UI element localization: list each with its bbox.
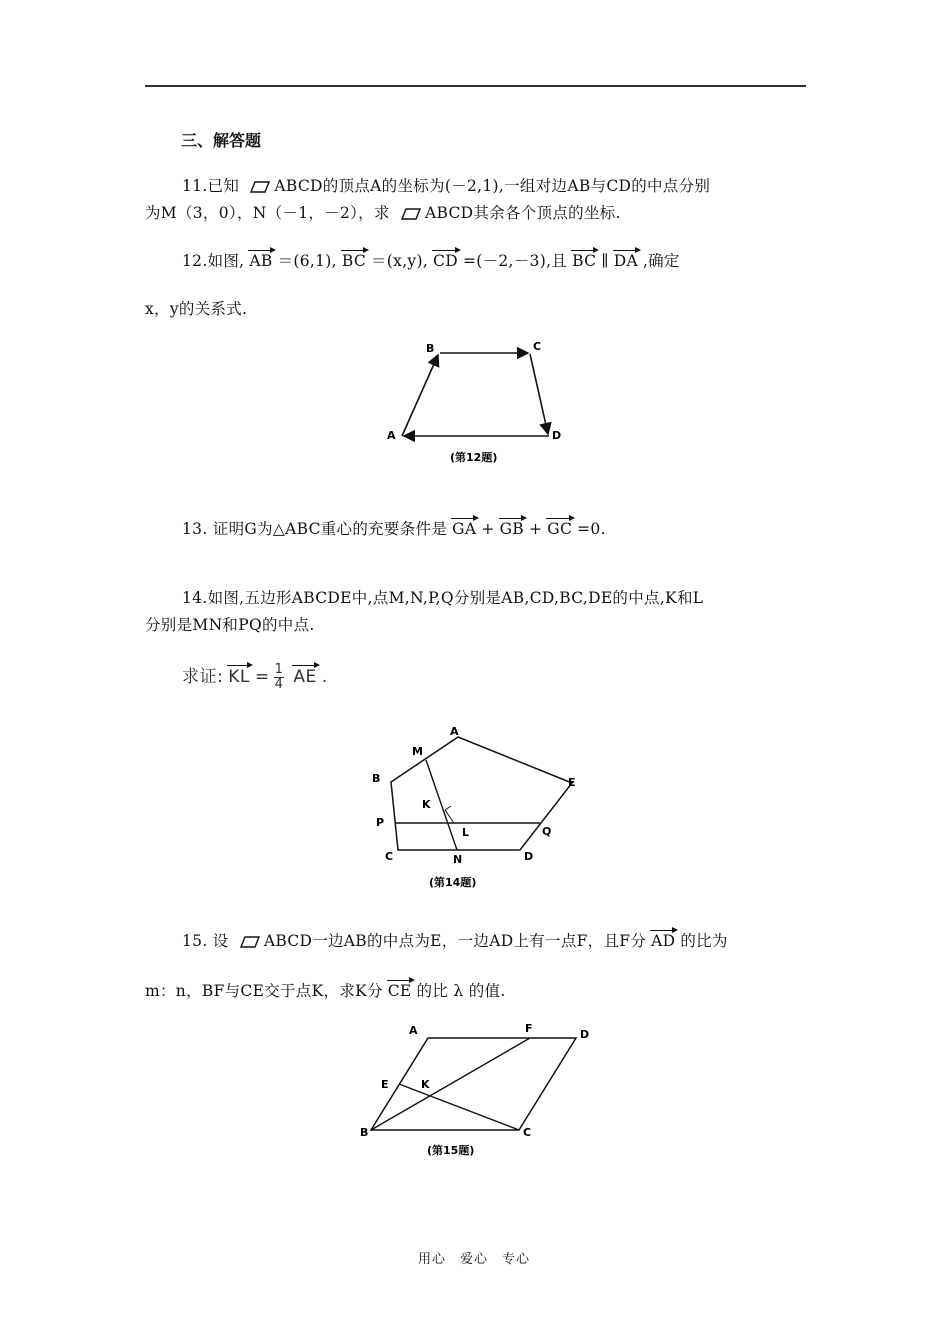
footer-text: 用心 [418,1252,447,1267]
label-b: B [426,342,435,355]
vector-ad: AD [651,932,676,950]
label-d: D [552,429,562,442]
vector-bc: BC [341,252,366,270]
segment-kl-tick [445,806,451,810]
parallelogram-icon [250,181,270,193]
vector-cd: CD [433,252,458,270]
label-k: K [422,798,431,811]
figure-15-parallelogram [352,1018,597,1163]
segment-bf [371,1038,530,1130]
section-heading: 三、解答题 [181,131,262,150]
label-c: C [523,1126,532,1139]
fraction-one-quarter: $\frac{1}{4}$ [274,661,284,692]
question-11-line-1: 11.已知 ABCD的顶点A的坐标为(－2,1),一组对边AB与CD的中点分别 [182,177,711,195]
header-rule [145,85,806,87]
question-12-line-2: x，y的关系式. [145,300,248,318]
label-e: E [381,1078,389,1091]
question-14-line-2: 分别是MN和PQ的中点. [145,616,315,634]
vector-gb: GB [499,520,524,538]
label-a: A [409,1024,418,1037]
question-11-line-2: 为M（3，0），N（－1，－2），求 ABCD其余各个顶点的坐标. [145,204,621,222]
parallelogram-icon [240,936,260,948]
vector-ab-segment [402,355,438,436]
footer-text: 专心 [502,1252,531,1267]
parallelogram-icon [401,208,421,220]
question-12-line-1: 12.如图, AB ＝(6,1), BC ＝(x,y), CD =(－2,－3),且 BC ∥ DA ,确定 [182,252,680,270]
footer-text: 爱心 [460,1252,489,1267]
figure-caption: (第12题) [450,451,498,464]
question-14-line-1: 14.如图,五边形ABCDE中,点M,N,P,Q分别是AB,CD,BC,DE的中点,K和L [182,589,704,607]
figure-caption: (第14题) [429,876,477,889]
vector-ga: GA [452,520,477,538]
label-e: E [568,776,576,789]
label-l: L [462,826,470,839]
label-f: F [525,1022,533,1035]
vector-da: DA [613,252,638,270]
vector-cd-segment [530,354,548,434]
label-d: D [580,1028,590,1041]
page-footer [418,1248,544,1267]
vector-kl: KL [228,667,250,687]
vector-bc: BC [572,252,597,270]
proof-statement: 求证: KL = $\frac{1}{4}$ AE . [182,661,328,692]
figure-14-pentagon [365,722,590,894]
vector-gc: GC [547,520,573,538]
label-k: K [421,1078,430,1091]
question-15-line-2: m：n，BF与CE交于点K，求K分 CE 的比 λ 的值. [145,982,506,1000]
vector-ab: AB [249,252,273,270]
label-c: C [385,850,394,863]
segment-ce [399,1084,519,1130]
figure-caption: (第15题) [427,1144,475,1157]
label-q: Q [542,825,552,838]
parallelogram-abcd [371,1038,576,1130]
vector-ae: AE [293,667,317,687]
segment-mn [426,760,457,850]
label-d: D [524,850,534,863]
question-13: 13. 证明G为△ABC重心的充要条件是 GA + GB + GC =0. [182,520,606,538]
question-15-line-1: 15. 设 ABCD一边AB的中点为E，一边AD上有一点F，且F分 AD 的比为 [182,932,728,950]
label-m: M [412,745,423,758]
label-p: P [376,816,385,829]
label-b: B [360,1126,369,1139]
label-a: A [387,429,396,442]
label-n: N [453,853,463,866]
label-a: A [450,725,459,738]
label-c: C [533,340,542,353]
figure-12-trapezoid [380,335,570,470]
label-b: B [372,772,381,785]
vector-ce: CE [387,982,412,1000]
